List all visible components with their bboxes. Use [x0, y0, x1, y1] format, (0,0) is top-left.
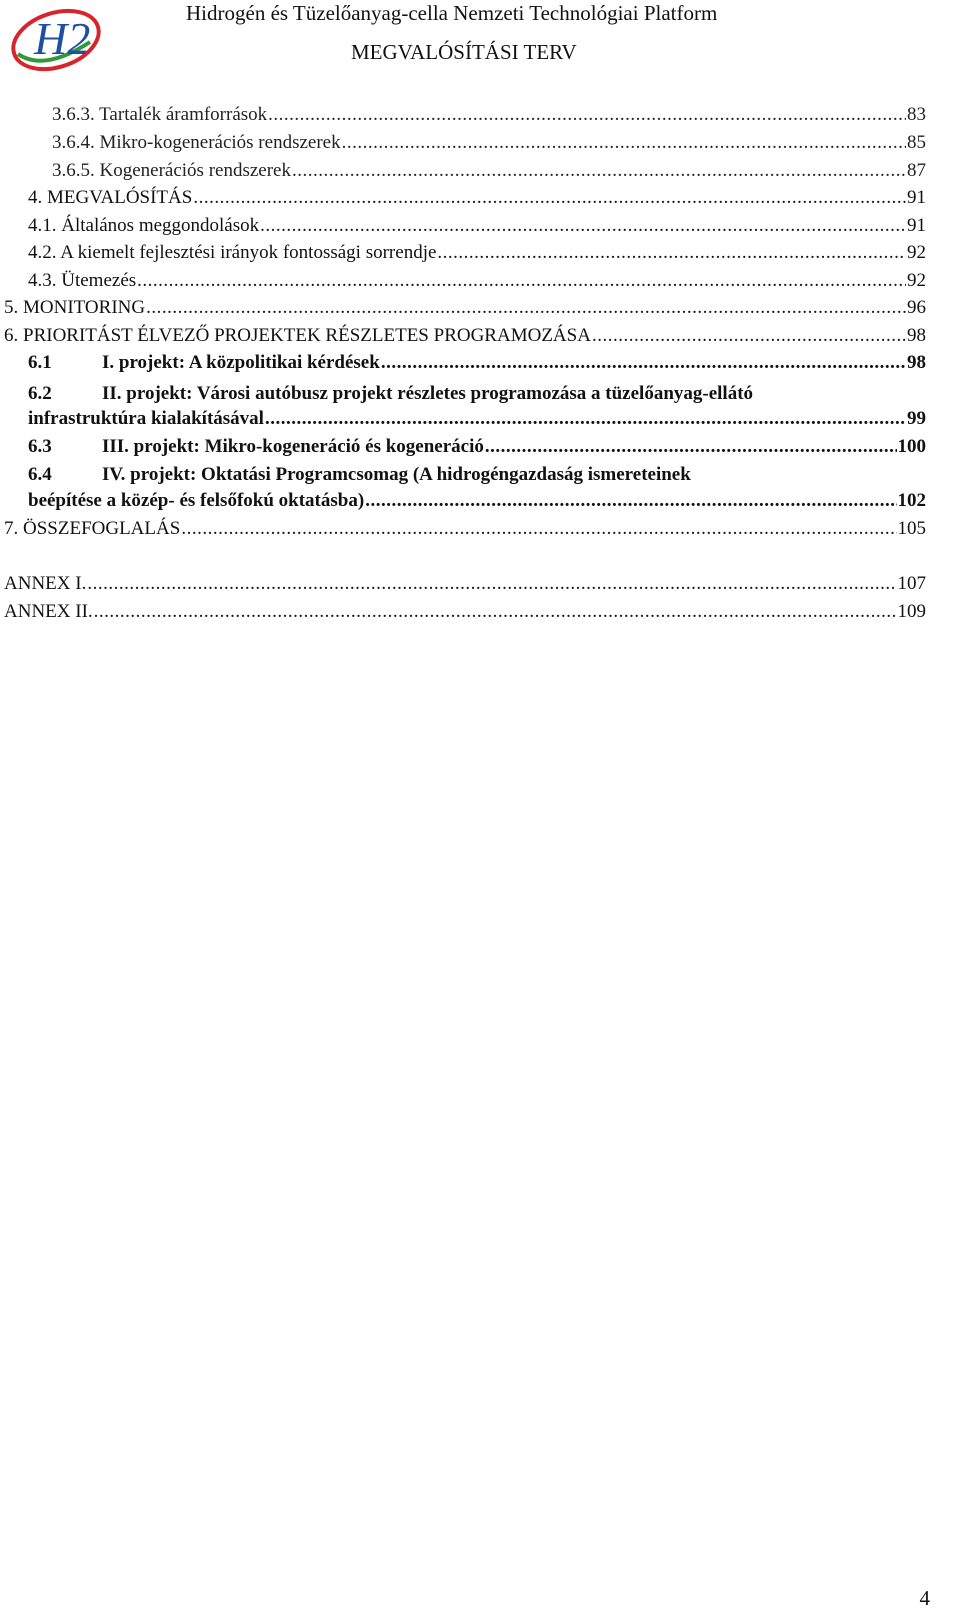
- toc-entry-label: IV. projekt: Oktatási Programcsomag (A hidrogéngazdaság ismereteinek: [102, 464, 691, 485]
- dot-leader: [437, 242, 906, 264]
- dot-leader: [292, 160, 906, 182]
- toc-entry-number: 6.4: [28, 464, 52, 485]
- toc-entry[interactable]: [52, 132, 926, 154]
- toc-entry-page: 107: [897, 573, 926, 594]
- toc-entry-label: I. projekt: A közpolitikai kérdések: [102, 352, 380, 373]
- toc-entry-label: ANNEX II.: [4, 601, 93, 622]
- h2-platform-logo: [4, 2, 104, 76]
- toc-entry[interactable]: [4, 518, 926, 540]
- toc-entry[interactable]: [28, 270, 926, 292]
- toc-entry-label: infrastruktúra kialakításával: [28, 408, 264, 429]
- dot-leader: [87, 573, 896, 595]
- dot-leader: [94, 601, 897, 623]
- dot-leader: [260, 215, 906, 237]
- toc-entry[interactable]: [28, 187, 926, 209]
- toc-entry[interactable]: [28, 436, 926, 458]
- toc-entry-page: 98: [907, 325, 926, 346]
- toc-entry[interactable]: [4, 573, 926, 595]
- toc-entry-label: 3.6.4. Mikro-kogenerációs rendszerek: [52, 132, 341, 153]
- toc-entry-label: ANNEX I.: [4, 573, 87, 594]
- toc-entry[interactable]: [4, 325, 926, 347]
- dot-leader: [365, 490, 896, 512]
- toc-entry[interactable]: [52, 160, 926, 182]
- header-title: Hidrogén és Tüzelőanyag-cella Nemzeti Technológiai Platform: [186, 1, 718, 25]
- dot-leader: [146, 297, 906, 319]
- dot-leader: [592, 325, 906, 347]
- toc-entry-label: 5. MONITORING: [4, 297, 146, 318]
- toc-entry-page: 98: [907, 352, 926, 373]
- toc-entry-label: III. projekt: Mikro-kogeneráció és kogeneráció: [102, 436, 484, 457]
- svg-text:H2: H2: [34, 13, 91, 64]
- toc-entry-label: II. projekt: Városi autóbusz projekt részletes programozása a tüzelőanyag-ellátó: [102, 383, 754, 404]
- toc-entry[interactable]: [52, 104, 926, 126]
- dot-leader: [381, 352, 906, 374]
- toc-entry[interactable]: [4, 297, 926, 319]
- toc-entry-page: 105: [897, 518, 926, 539]
- toc-entry[interactable]: [28, 408, 926, 430]
- dot-leader: [193, 187, 906, 209]
- toc-entry-page: 109: [897, 601, 926, 622]
- toc-entry-label: 4. MEGVALÓSÍTÁS: [28, 187, 193, 208]
- toc-entry-label: beépítése a közép- és felsőfokú oktatásba): [28, 490, 365, 511]
- dot-leader: [485, 436, 897, 458]
- toc-entry-page: 99: [907, 408, 926, 429]
- toc-entry-label: 4.3. Ütemezés: [28, 270, 137, 291]
- toc-entry[interactable]: [28, 215, 926, 237]
- toc-entry-number: 6.2: [28, 383, 52, 404]
- toc-entry-label: 4.2. A kiemelt fejlesztési irányok fontossági sorrendje: [28, 242, 437, 263]
- toc-entry-page: 83: [907, 104, 926, 125]
- toc-entry-label: 6. PRIORITÁST ÉLVEZŐ PROJEKTEK RÉSZLETES PROGRAMOZÁSA: [4, 325, 591, 346]
- toc-entry-label: 3.6.3. Tartalék áramforrások: [52, 104, 268, 125]
- toc-entry-label: 3.6.5. Kogenerációs rendszerek: [52, 160, 291, 181]
- toc-entry-page: 91: [907, 187, 926, 208]
- toc-entry[interactable]: [28, 352, 926, 374]
- toc-entry-page: 96: [907, 297, 926, 318]
- dot-leader: [342, 132, 906, 154]
- toc-entry-page: 102: [897, 490, 926, 511]
- dot-leader: [265, 408, 906, 430]
- toc-entry-page: 92: [907, 242, 926, 263]
- toc-entry-label: 4.1. Általános meggondolások: [28, 215, 260, 236]
- toc-entry-number: 6.1: [28, 352, 52, 373]
- toc-entry[interactable]: [28, 242, 926, 264]
- dot-leader: [137, 270, 906, 292]
- toc-entry[interactable]: [28, 490, 926, 512]
- toc-entry-page: 91: [907, 215, 926, 236]
- toc-entry[interactable]: [4, 601, 926, 623]
- page-number: 4: [919, 1586, 930, 1610]
- dot-leader: [268, 104, 906, 126]
- toc-entry-first-line[interactable]: [28, 383, 753, 405]
- toc-entry-page: 100: [897, 436, 926, 457]
- toc-entry-label: 7. ÖSSZEFOGLALÁS: [4, 518, 181, 539]
- toc-entry-page: 92: [907, 270, 926, 291]
- toc-entry-number: 6.3: [28, 436, 52, 457]
- dot-leader: [181, 518, 896, 540]
- toc-entry-page: 87: [907, 160, 926, 181]
- header-subtitle: MEGVALÓSÍTÁSI TERV: [351, 40, 577, 64]
- toc-entry-first-line[interactable]: [28, 464, 691, 486]
- toc-entry-page: 85: [907, 132, 926, 153]
